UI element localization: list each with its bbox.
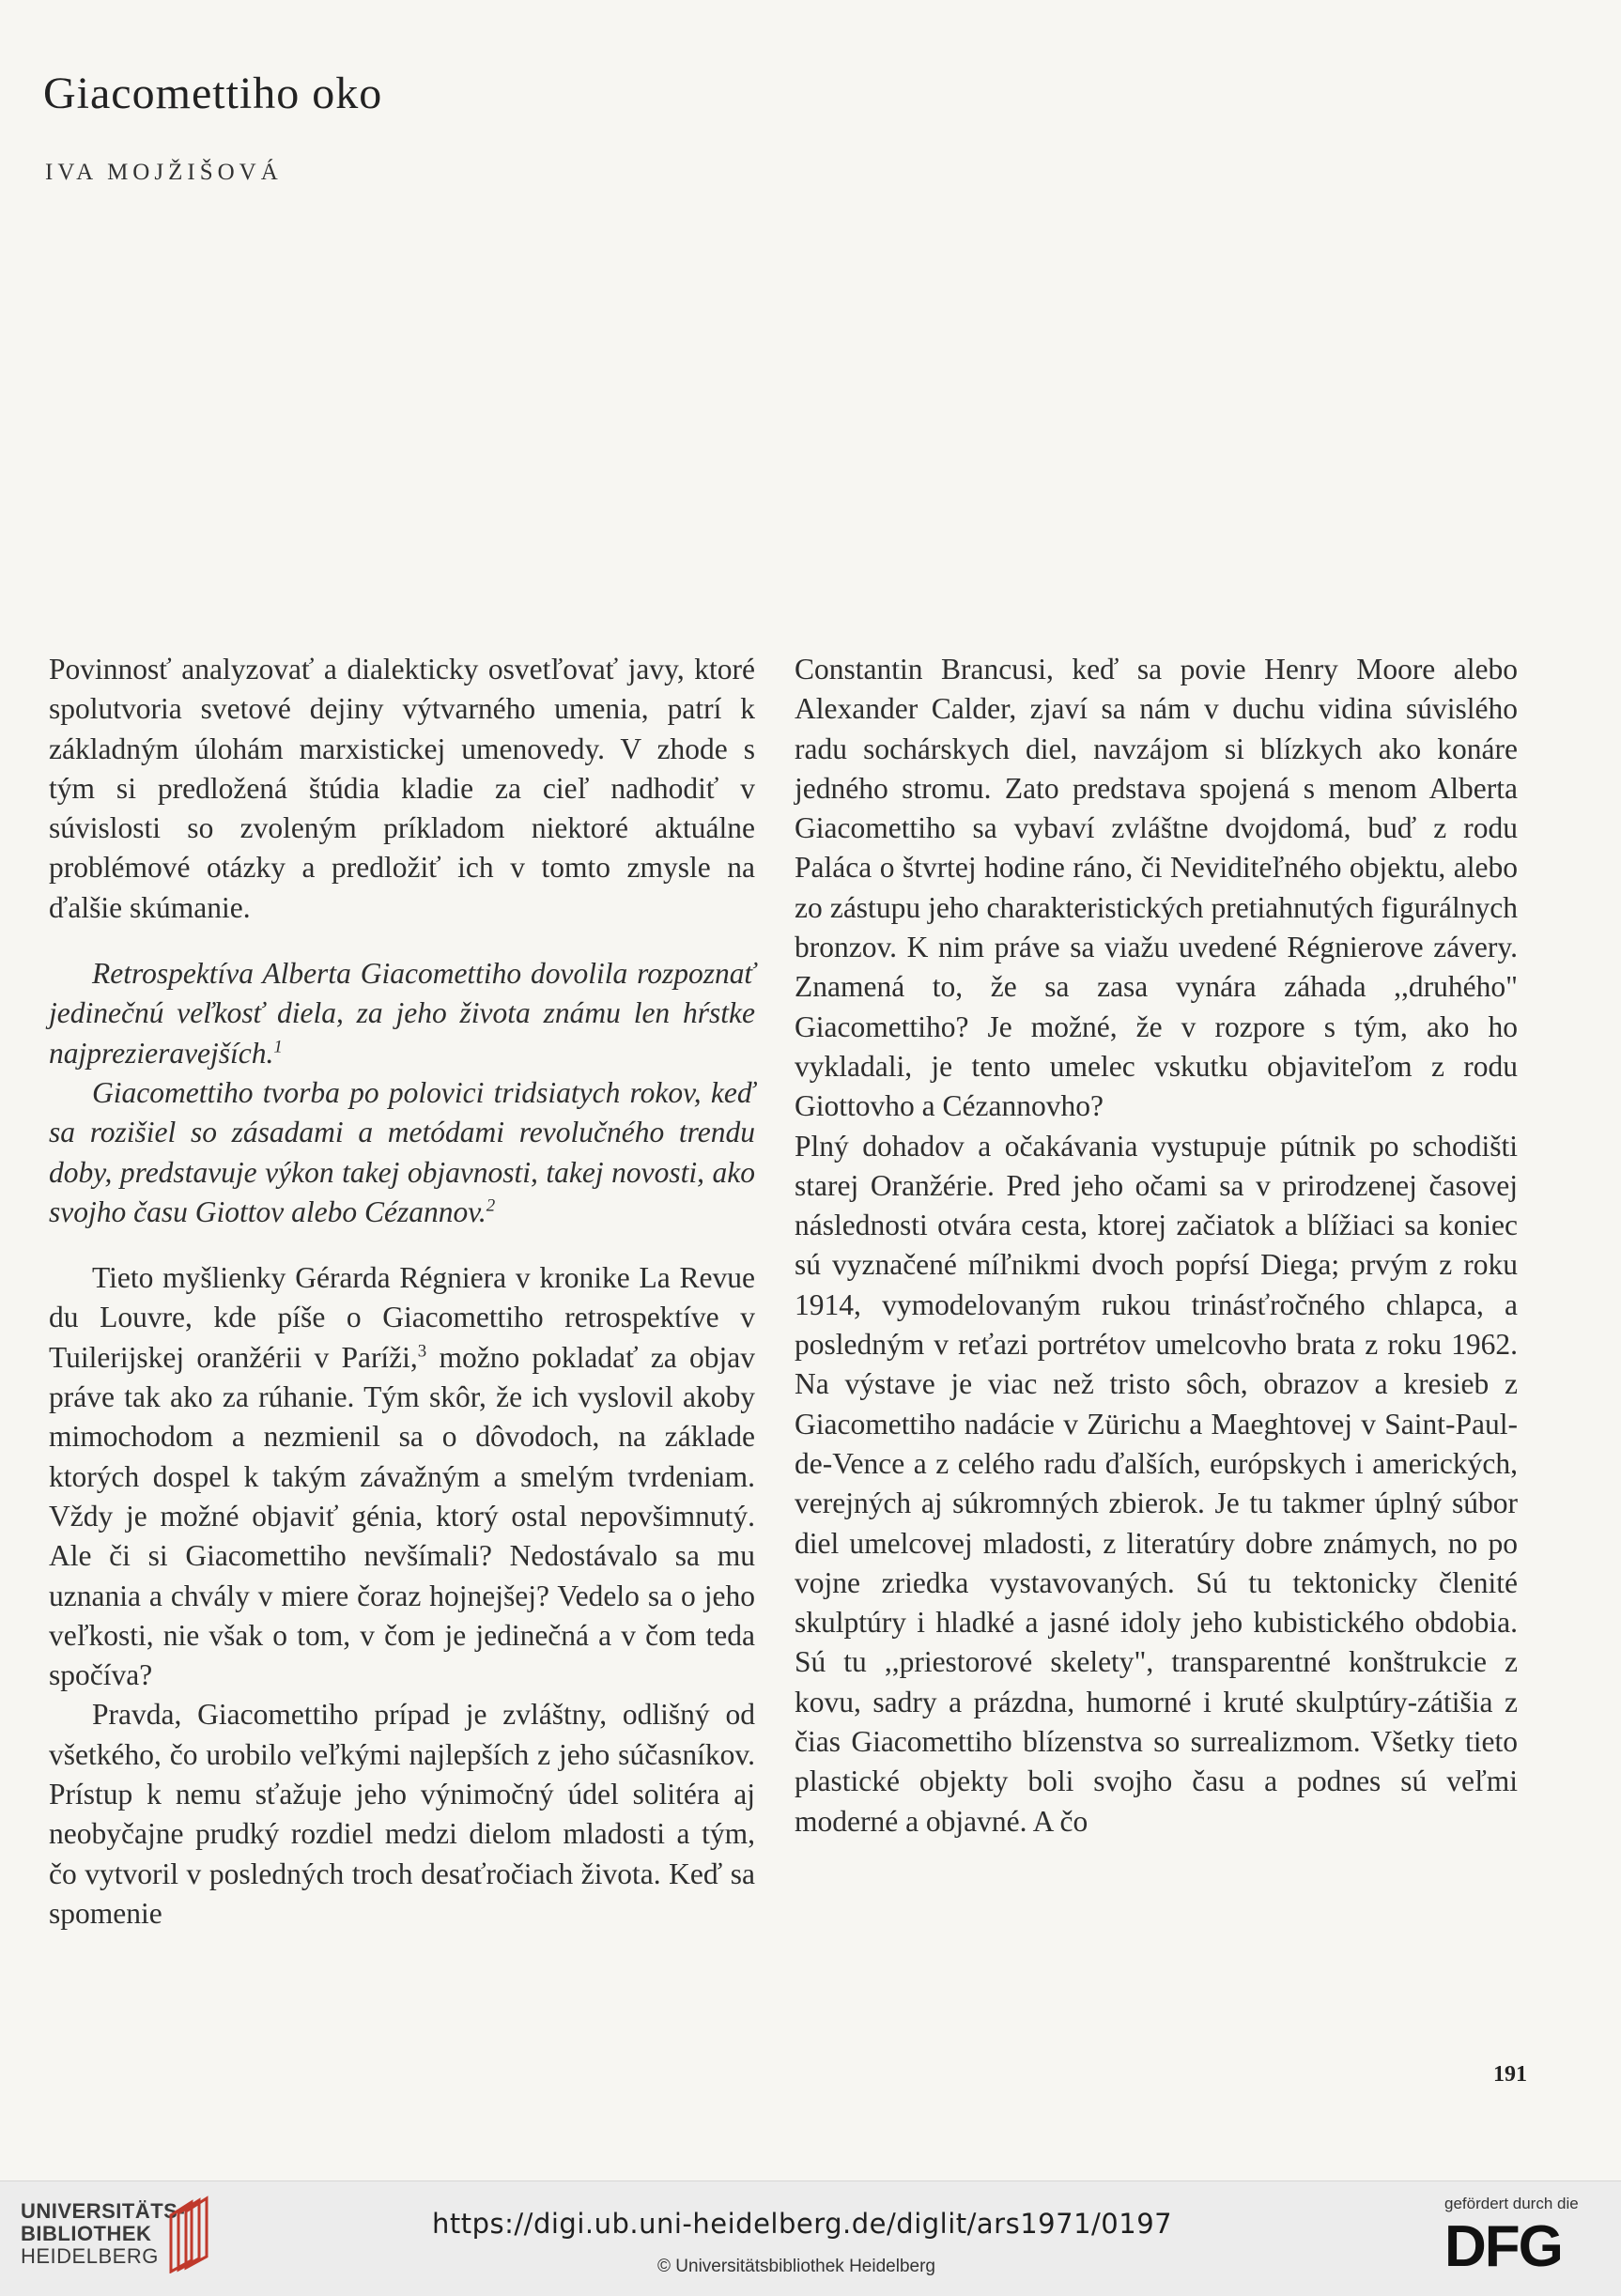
- paragraph-regnier-part-b: možno pokladať za objav práve tak ako za rúhanie. Tým skôr, že ich vyslovil akoby mimochodom a nezmienil sa o dôvodoch, na základe ktorých dospel k takým závažným a smelým tvrdeniam. Vždy je možné objaviť génia, ktorý ostal nepovšimnutý. Ale či si Giacomettiho nevšímali? Nedostávalo sa mu uznania a chvály v miere čoraz hojnejšej? Vedelo sa o jeho veľkosti, nie však o tom, v čom je jedinečná a v čom teda spočíva?: [49, 1340, 755, 1692]
- copyright-notice: © Universitätsbibliothek Heidelberg: [657, 2257, 935, 2276]
- paragraph-regnier: [49, 1258, 755, 1695]
- library-logo[interactable]: [21, 2200, 185, 2268]
- quote-paragraph-1: [49, 954, 755, 1073]
- paragraph-case: Pravda, Giacomettiho prípad je zvláštny, odlišný od všetkého, čo urobilo veľkými najlepších z jeho súčasníkov. Prístup k nemu sťažuje jeho výnimočný údel solitéra aj neobyčajne prudký rozdiel medzi dielom mladosti a tým, čo vytvoril v posledných troch desaťročiach života. Keď sa spomenie: [49, 1698, 755, 1930]
- article-title: Giacomettiho oko: [43, 69, 383, 118]
- quote-text-1: Retrospektíva Alberta Giacomettiho dovolila rozpoznať jedinečnú veľkosť diela, za jeho života známu len hŕstke najprezieravejších.: [49, 957, 755, 1070]
- library-name-line-1: UNIVERSITÄTS-: [21, 2199, 186, 2223]
- paragraph-intro: Povinnosť analyzovať a dialekticky osvetľovať javy, ktoré spolutvoria svetové dejiny výtvarného umenia, patrí k základným úlohám marxistickej umenovedy. V zhode s tým si predložená štúdia kladie za cieľ nadhodiť v súvislosti so zvoleným príkladom niektoré aktuálne problémové otázky a predložiť ich v tomto zmysle na ďalšie skúmanie.: [49, 653, 755, 924]
- library-name-line-3: HEIDELBERG: [21, 2244, 159, 2268]
- permalink-url[interactable]: https://digi.ub.uni-heidelberg.de/diglit/ars1971/0197: [432, 2208, 1173, 2240]
- quote-paragraph-2: [49, 1073, 755, 1232]
- left-column: [49, 650, 755, 1934]
- footnote-ref-1: 1: [273, 1037, 283, 1057]
- right-column: [795, 650, 1518, 1841]
- paragraph-exhibition: Plný dohadov a očakávania vystupuje pútnik po schodišti starej Oranžérie. Pred jeho očami sa v prirodzenej časovej následnosti otvára cesta, ktorej začiatok a blížiaci sa koniec sú vyznačené míľnikmi dvoch popŕsí Diega; prvým z roku 1914, vymodelovaným rukou trinásťročného chlapca, a posledným v reťazi portrétov umelcovho brata z roku 1962. Na výstave je viac než tristo sôch, obrazov a kresieb z Giacomettiho nadácie v Zürichu a Maeghtovej v Saint-Paul-de-Vence a z celého radu ďalších, európskych i amerických, verejných aj súkromných zbierok. Je tu takmer úplný súbor diel umelcovej mladosti, z literatúry dobre známych, no po vojne zriedka vystavovaných. Sú tu tektonicky členité skulptúry i hladké a jasné idoly jeho kubistického obdobia. Sú tu ,,priestorové skelety", transparentné konštrukcie z kovu, sadry a prázdna, humorné i kruté skulptúry-zátišia z čias Giacomettiho blízenstva so surrealizmom. Všetky tieto plastické objekty boli svojho času a podnes sú veľmi moderné a objavné. A čo: [795, 1129, 1518, 1838]
- footnote-ref-2: 2: [486, 1195, 496, 1216]
- funding-label: gefördert durch die: [1444, 2195, 1579, 2212]
- footnote-ref-3: 3: [417, 1341, 427, 1362]
- digitization-footer: [0, 2180, 1621, 2296]
- quote-text-2: Giacomettiho tvorba po polovici tridsiatych rokov, keď sa rozišiel so zásadami a metódami revolučného trendu doby, predstavuje výkon takej objavnosti, takej novosti, ako svojho času Giottov alebo Cézannov.: [49, 1075, 755, 1228]
- dfg-logo[interactable]: DFG: [1444, 2214, 1562, 2279]
- article-author: IVA MOJŽIŠOVÁ: [45, 160, 283, 185]
- page-number: 191: [1493, 2062, 1527, 2087]
- paragraph-sculptors: Constantin Brancusi, keď sa povie Henry Moore alebo Alexander Calder, zjaví sa nám v duchu vidina súvislého radu sochárskych diel, navzájom si blízkych ako konáre jedného stromu. Zato predstava spojená s menom Alberta Giacomettiho sa vybaví zvláštne dvojdomá, buď z rodu Paláca o štvrtej hodine ráno, či Neviditeľného objektu, alebo zo zástupu jeho charakteristických pretiahnutých figurálnych bronzov. K nim práve sa viažu uvedené Régnierove závery. Znamená to, že sa zasa vynára záhada ,,druhého" Giacomettiho? Je možné, že v rozpore s tým, ako ho vykladali, je tento umelec vskutku objaviteľom z rodu Giottovho a Cézannovho?: [795, 653, 1518, 1123]
- paragraph-regnier-part-a: Tieto myšlienky Gérarda Régniera v kronike La Revue du Louvre, kde píše o Giacomettiho retrospektíve v Tuilerijskej oranžérii v Paríži,: [49, 1261, 755, 1374]
- library-name-line-2: BIBLIOTHEK: [21, 2222, 152, 2245]
- library-book-icon: [163, 2195, 222, 2273]
